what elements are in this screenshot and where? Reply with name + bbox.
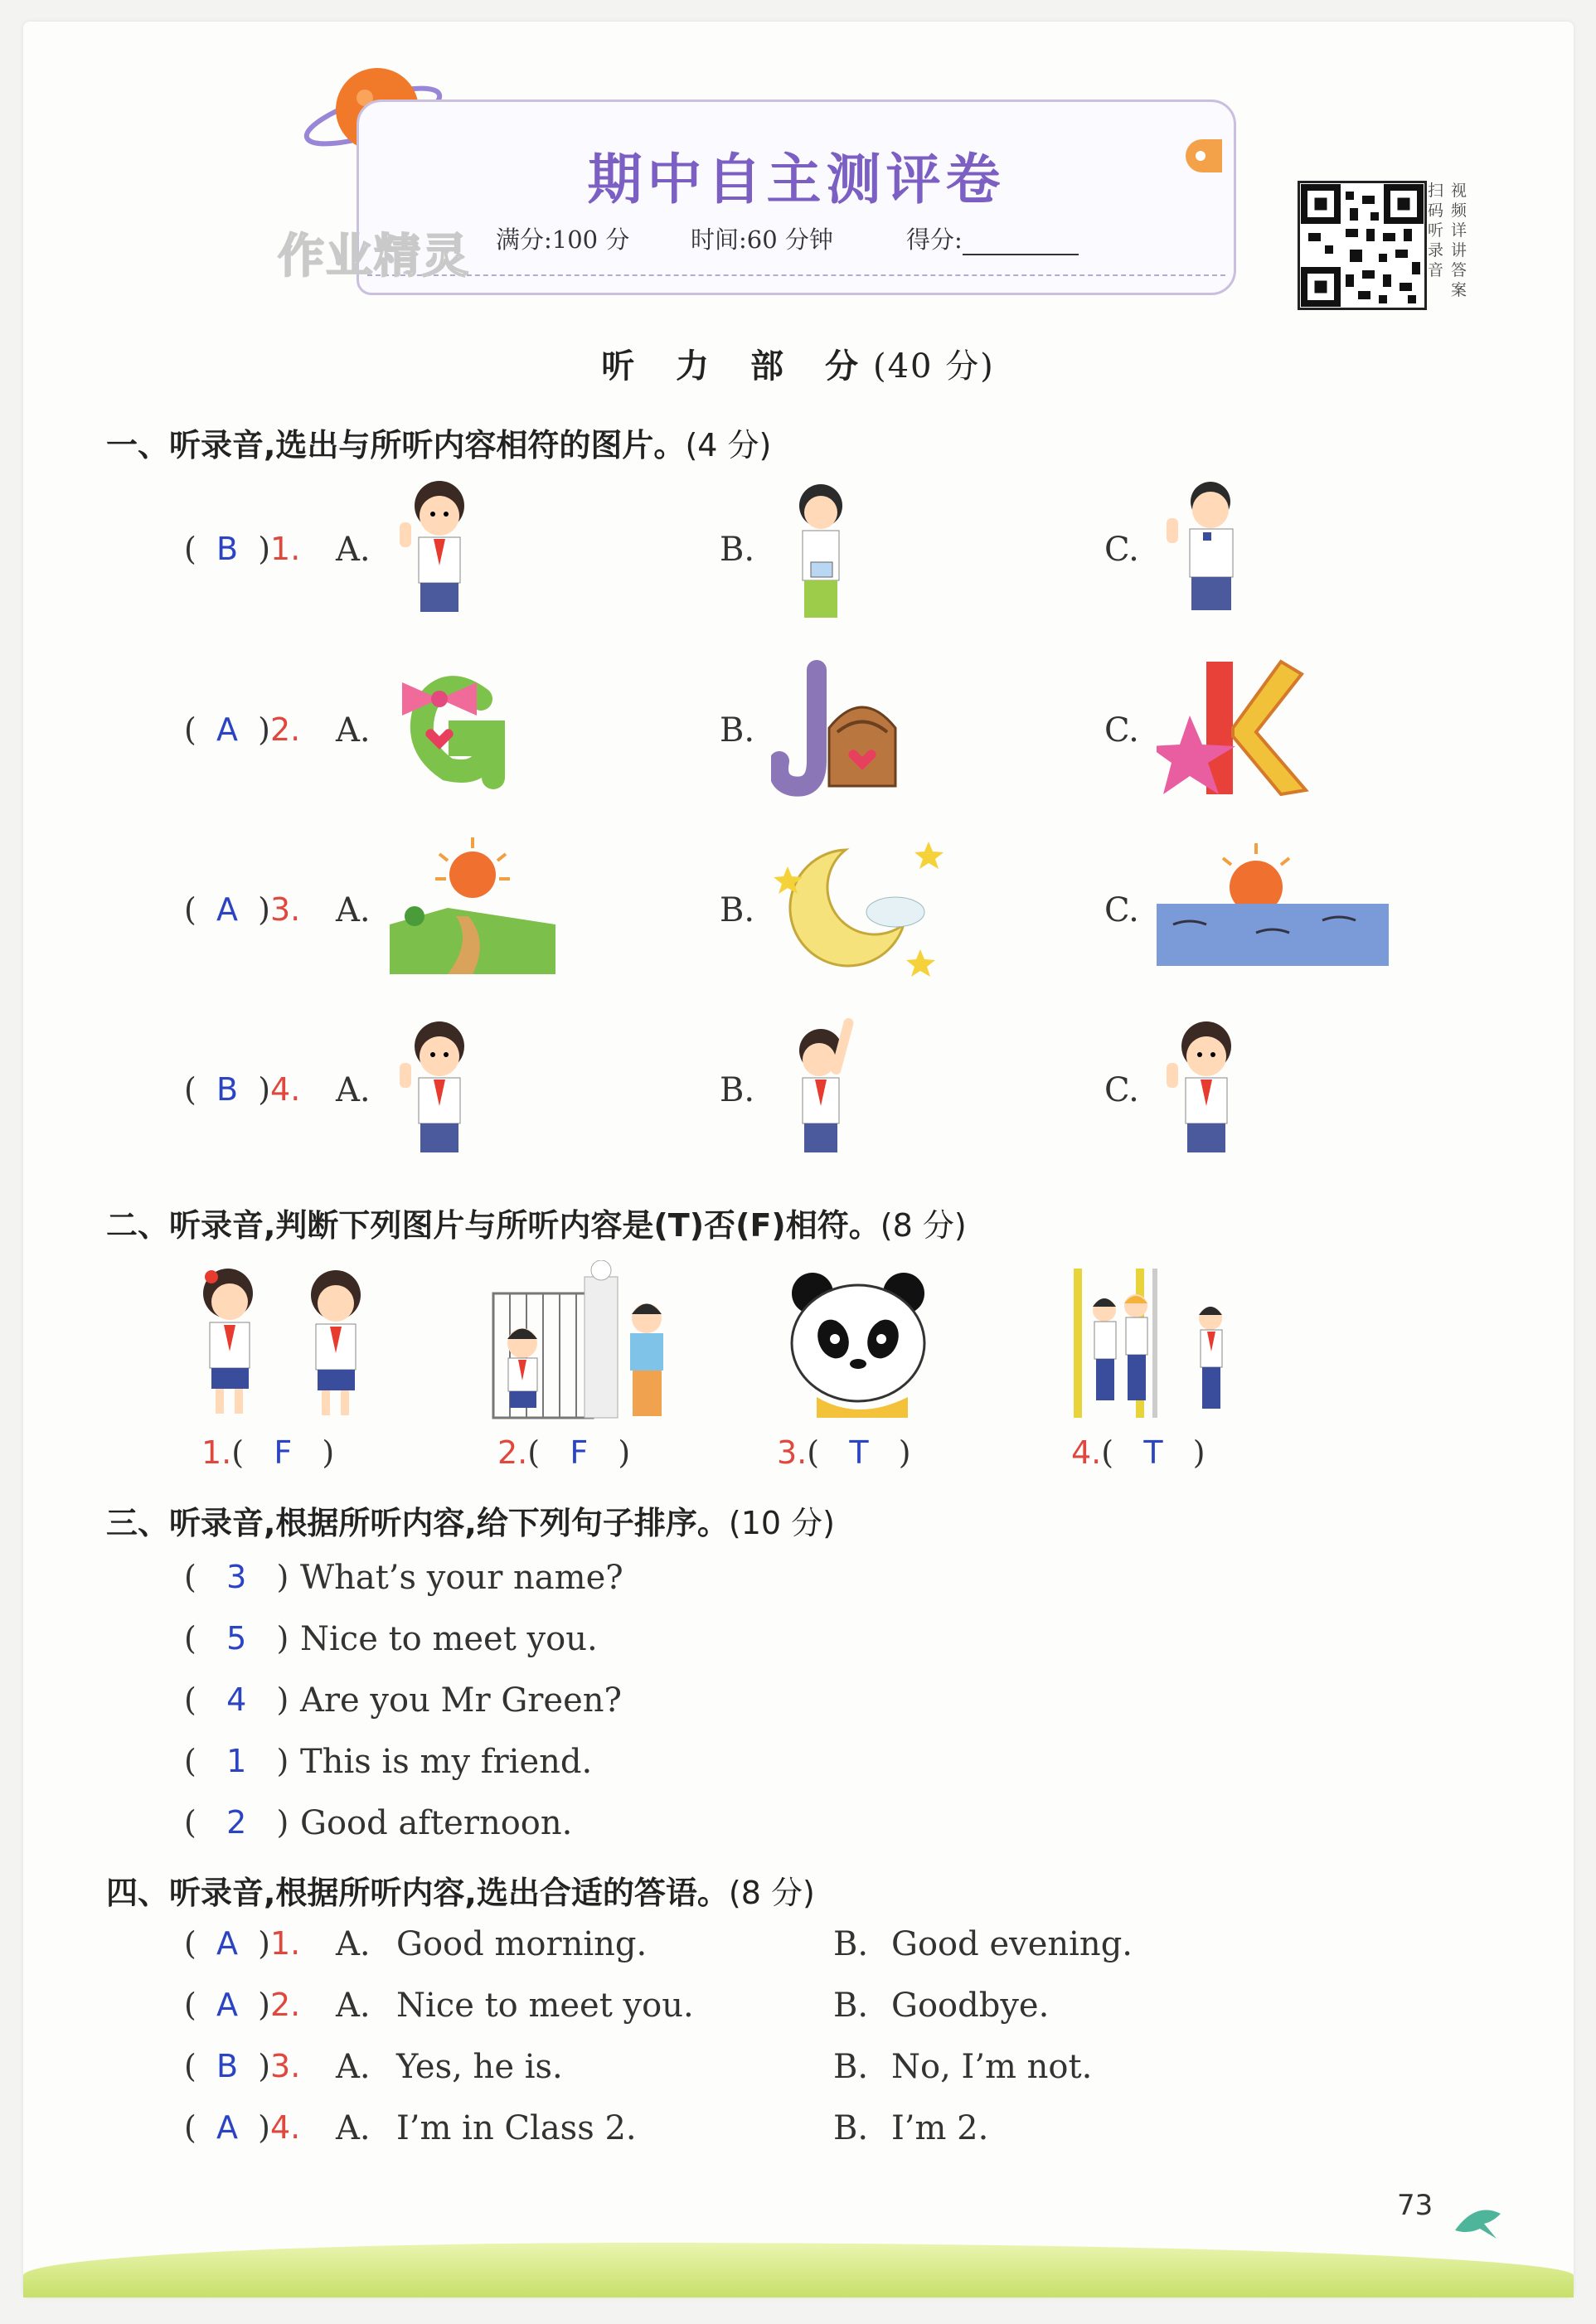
section2-answer-2[interactable]: 2.( F )	[497, 1434, 631, 1471]
sentence-text: Nice to meet you.	[300, 1620, 598, 1658]
sunset-sea-icon-3-c[interactable]	[1157, 833, 1397, 987]
girl-raising-hand-icon-4-b[interactable]	[771, 1013, 953, 1167]
moon-night-icon-3-b[interactable]	[771, 833, 953, 987]
section2-answer-3[interactable]: 3.( T )	[777, 1434, 911, 1471]
option-a-text: Yes, he is.	[396, 2048, 563, 2086]
score-label: 得分:	[906, 226, 963, 254]
option-a-label: A.	[336, 711, 371, 750]
answer-paren[interactable]: ( B )3.	[184, 2048, 301, 2084]
option-b-label: B.	[720, 711, 755, 750]
option-a-text: I’m in Class 2.	[396, 2109, 637, 2147]
answer-paren[interactable]: ( A )2.	[184, 1987, 301, 2023]
order-paren[interactable]: ( 2 )	[184, 1804, 289, 1841]
option-b-label: B.	[720, 891, 755, 929]
section1-title: 一、听录音,选出与所听内容相符的图片。(4 分)	[106, 427, 772, 463]
score-field	[906, 221, 1079, 255]
option-c-label: C.	[1104, 711, 1139, 750]
option-a-text: Good morning.	[396, 1925, 648, 1963]
option-a-label: A.	[336, 2048, 371, 2086]
qr-note-audio: 扫码听录音	[1428, 182, 1444, 279]
answer-paren[interactable]: ( B )1.	[184, 531, 301, 567]
answer-paren[interactable]: ( A )3.	[184, 891, 301, 928]
option-c-label: C.	[1104, 891, 1139, 929]
option-b-label: B.	[833, 2109, 869, 2147]
title-banner	[357, 99, 1236, 295]
option-a-label: A.	[336, 891, 371, 929]
qr-code-icon[interactable]	[1298, 181, 1427, 310]
letter-k-kite-icon-2-c[interactable]	[1157, 653, 1339, 807]
watermark: 作业精灵	[278, 230, 470, 284]
answer-value: B	[216, 1071, 239, 1108]
boy-waving-icon-1-c[interactable]	[1157, 473, 1339, 626]
order-paren[interactable]: ( 4 )	[184, 1681, 289, 1718]
order-paren[interactable]: ( 5 )	[184, 1620, 289, 1657]
sentence-text: This is my friend.	[300, 1743, 593, 1781]
option-c-label: C.	[1104, 531, 1139, 569]
full-score: 满分:100 分	[496, 226, 630, 254]
section4-title: 四、听录音,根据所听内容,选出合适的答语。(8 分)	[106, 1875, 815, 1911]
time-limit: 时间:60 分钟	[691, 226, 833, 254]
letter-j-bag-icon-2-b[interactable]	[771, 653, 953, 807]
listening-part-title: 听 力 部 分(40 分)	[601, 347, 995, 386]
page-title: 期中自主测评卷	[587, 148, 1006, 211]
question-number: 4.	[270, 1071, 301, 1108]
section2-answer-4[interactable]: 4.( T )	[1071, 1434, 1205, 1471]
question-number: 2.	[269, 711, 301, 748]
section3-title: 三、听录音,根据所听内容,给下列句子排序。(10 分)	[106, 1505, 835, 1541]
sentence-text: Good afternoon.	[300, 1804, 573, 1842]
woman-with-book-icon-1-b[interactable]	[771, 473, 953, 626]
option-a-label: A.	[336, 1071, 371, 1109]
sun-noon-icon-3-a[interactable]	[390, 833, 572, 987]
option-b-label: B.	[833, 2048, 869, 2086]
order-paren[interactable]: ( 3 )	[184, 1559, 289, 1595]
answer-value: B	[216, 531, 239, 567]
option-b-text: Good evening.	[891, 1925, 1133, 1963]
answer-paren[interactable]: ( A )4.	[184, 2109, 301, 2146]
sentence-text: What’s your name?	[300, 1559, 623, 1597]
girl-waving-icon-4-c[interactable]	[1157, 1013, 1339, 1167]
score-blank[interactable]	[963, 232, 1079, 255]
option-b-label: B.	[833, 1987, 869, 2025]
girl-waving-icon-4-a[interactable]	[390, 1013, 572, 1167]
option-b-label: B.	[720, 1071, 755, 1109]
children-in-classroom-picture	[1070, 1260, 1260, 1426]
sentence-text: Are you Mr Green?	[300, 1681, 622, 1720]
qr-note-video: 视频详讲答案	[1451, 182, 1467, 299]
option-b-text: I’m 2.	[891, 2109, 989, 2147]
section2-answer-1[interactable]: 1.( F )	[201, 1434, 335, 1471]
option-a-label: A.	[336, 1987, 371, 2025]
question-number: 3.	[269, 891, 301, 928]
banner-tab	[1186, 139, 1222, 172]
page-number: 73	[1397, 2189, 1433, 2222]
order-paren[interactable]: ( 1 )	[184, 1743, 289, 1779]
option-c-label: C.	[1104, 1071, 1139, 1109]
letter-g-bow-icon-2-a[interactable]	[390, 653, 572, 807]
answer-value: A	[216, 711, 238, 748]
answer-paren[interactable]: ( B )4.	[184, 1071, 301, 1108]
panda-picture	[783, 1264, 933, 1422]
dolphin-icon	[1451, 2197, 1509, 2247]
section2-title: 二、听录音,判断下列图片与所听内容是(T)否(F)相符。(8 分)	[106, 1207, 967, 1244]
option-b-label: B.	[833, 1925, 869, 1963]
answer-paren[interactable]: ( A )1.	[184, 1925, 301, 1962]
boy-and-man-at-gate-picture	[485, 1260, 676, 1426]
option-a-label: A.	[336, 2109, 371, 2147]
girl-waving-icon-1-a[interactable]	[390, 473, 572, 626]
two-girls-picture	[178, 1260, 402, 1426]
answer-paren[interactable]: ( A )2.	[184, 711, 301, 748]
answer-value: A	[216, 891, 238, 928]
option-b-text: No, I’m not.	[891, 2048, 1093, 2086]
option-a-label: A.	[336, 1925, 371, 1963]
question-number: 1.	[270, 531, 301, 567]
option-a-label: A.	[336, 531, 371, 569]
option-b-text: Goodbye.	[891, 1987, 1050, 2025]
option-a-text: Nice to meet you.	[396, 1987, 694, 2025]
option-b-label: B.	[720, 531, 755, 569]
